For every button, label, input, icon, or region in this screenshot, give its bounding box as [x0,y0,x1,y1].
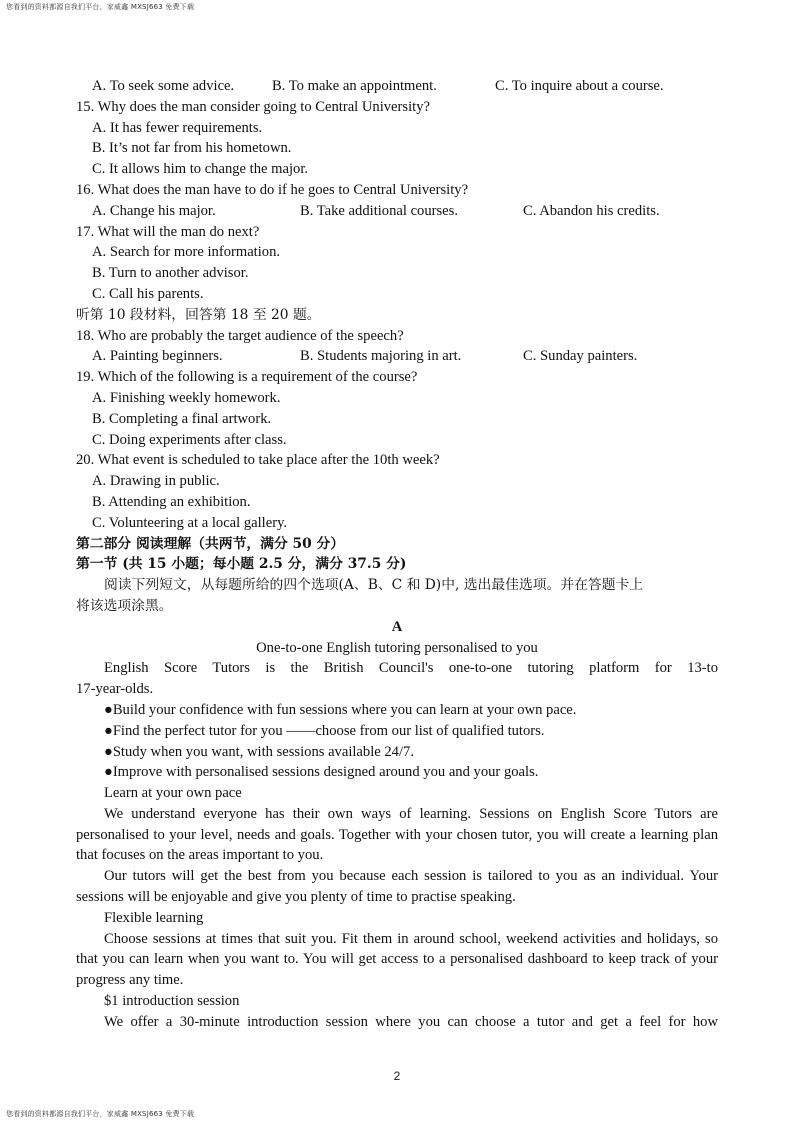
q15-option-b: B. It’s not far from his hometown. [92,140,292,157]
paragraph-flexible: Choose sessions at times that suit you. Fit them in around school, weekend activities and holidays, so that you can learn when you want to. You will get access to a personalised dashboard to keep track of your progress any time. [76,930,718,989]
q17-option-c: C. Call his parents. [92,285,204,302]
q14-options [76,76,718,97]
q15-option-a: A. It has fewer requirements. [92,119,263,136]
passage-letter: A [391,618,403,635]
q14-option-a: A. To seek some advice. [92,78,235,94]
q18-option-b: B. Students majoring in art. [300,348,462,365]
q16-options [76,201,718,222]
bullet-item: ●Improve with personalised sessions designed around you and your goals. [104,764,539,781]
q15-option-c: C. It allows him to change the major. [92,161,309,178]
bullet-item: ●Build your confidence with fun sessions where you can learn at your own pace. [104,701,577,718]
q17-stem: 17. What will the man do next? [76,223,260,240]
q20-option-a: A. Drawing in public. [92,473,220,490]
paragraph-tutors: Our tutors will get the best from you because each session is tailored to you as an individual. Your sessions will be enjoyable and give you plenty of time to practise speaking. [76,868,718,906]
q16-option-b: B. Take additional courses. [300,202,458,219]
intro-line2: 17-year-olds. [76,681,154,698]
watermark-top: 您看到的资料都源自我们平台，家威鑫 MXSJ663 免费下载 [6,3,195,11]
q17-option-a: A. Search for more information. [92,244,281,261]
subheading-introduction-session: $1 introduction session [104,993,240,1010]
q16-option-a: A. Change his major. [92,202,216,219]
reading-instruction-line2: 将该选项涂黑。 [76,597,173,614]
q19-stem: 19. Which of the following is a requirement of the course? [76,369,418,386]
q18-options [76,346,718,367]
subheading-flexible-learning: Flexible learning [104,909,204,926]
q14-option-c: C. To inquire about a course. [495,78,664,94]
q15-stem: 15. Why does the man consider going to Central University? [76,98,430,115]
passage-title: One-to-one English tutoring personalised to you [256,639,538,656]
q18-stem: 18. Who are probably the target audience of the speech? [76,327,404,344]
q18-option-c: C. Sunday painters. [523,348,638,365]
q16-option-c: C. Abandon his credits. [523,202,660,219]
page-number: 2 [393,1069,401,1083]
bullet-item: ●Find the perfect tutor for you ——choose from our list of qualified tutors. [104,722,545,739]
paragraph-learning-plan: We understand everyone has their own ways of learning. Sessions on English Score Tutors are personalised to your level, needs and goals. Together with your chosen tutor, you will create a learning plan that focuses on the areas important to you. [76,805,718,864]
q20-option-c: C. Volunteering at a local gallery. [92,514,288,531]
part2-heading: 第二部分 阅读理解（共两节，满分 50 分） [76,535,345,552]
q17-option-b: B. Turn to another advisor. [92,265,249,282]
q19-option-a: A. Finishing weekly homework. [92,389,281,406]
intro-line1: English Score Tutors is the British Council's one-to-one tutoring platform for 13-to [104,660,718,677]
subheading-learn-at-own-pace: Learn at your own pace [104,785,242,802]
page-content [76,76,718,1033]
q18-option-a: A. Painting beginners. [92,348,223,365]
q16-stem: 16. What does the man have to do if he goes to Central University? [76,181,469,198]
bullet-item: ●Study when you want, with sessions available 24/7. [104,743,414,760]
section1-heading: 第一节 (共 15 小题；每小题 2.5 分，满分 37.5 分) [76,556,407,573]
passage10-instruction: 听第 10 段材料，回答第 18 至 20 题。 [76,306,321,323]
q20-option-b: B. Attending an exhibition. [92,493,251,510]
q19-option-c: C. Doing experiments after class. [92,431,287,448]
q20-stem: 20. What event is scheduled to take place after the 10th week? [76,452,440,469]
q14-option-b: B. To make an appointment. [272,78,437,94]
reading-instruction-line1: 阅读下列短文，从每题所给的四个选项(A、B、C 和 D)中, 选出最佳选项。并在答题卡上 [104,577,644,594]
paragraph-introduction-line: We offer a 30-minute introduction session where you can choose a tutor and get a feel for how [104,1013,718,1030]
watermark-bottom: 您看到的资料都源自我们平台，家威鑫 MXSJ663 免费下载 [6,1110,195,1118]
q19-option-b: B. Completing a final artwork. [92,410,272,427]
